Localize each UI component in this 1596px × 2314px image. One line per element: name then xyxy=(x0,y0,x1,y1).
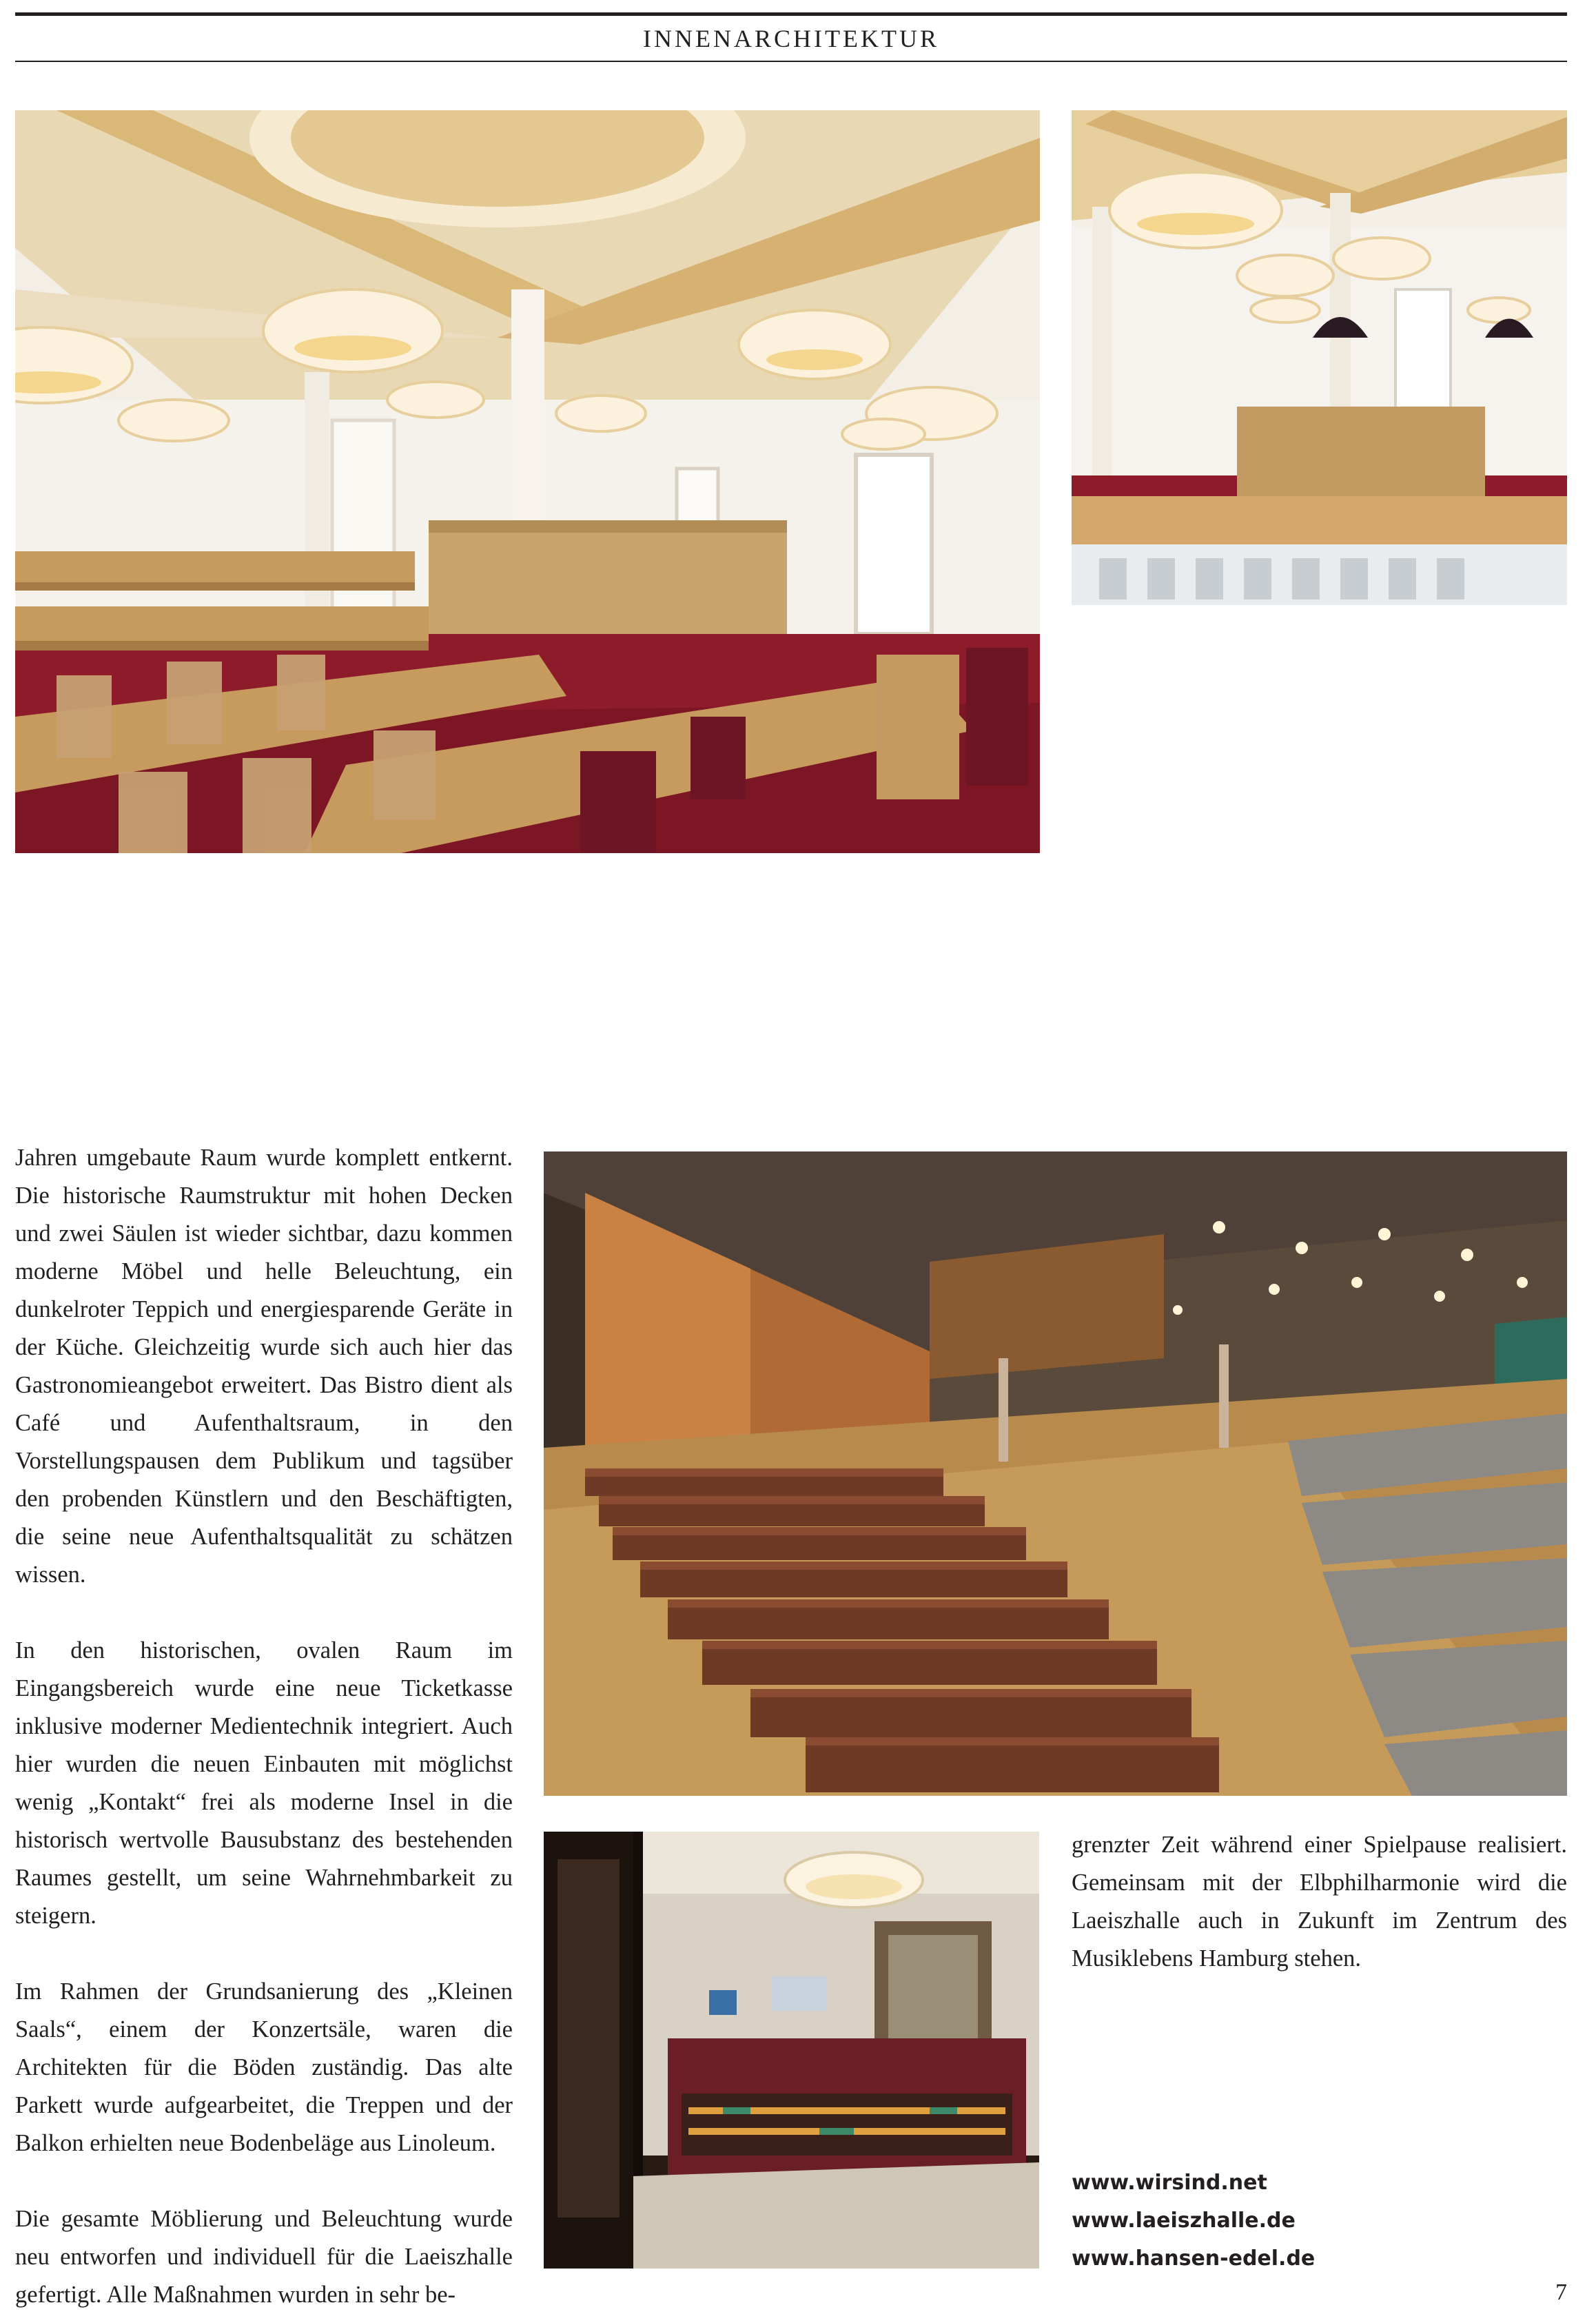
bistro-detail-photo xyxy=(1072,110,1567,605)
article-paragraph: Die gesamte Möblierung und Beleuchtung wurde neu entworfen und individuell für die Laeiszhalle gefertigt. Alle Maßnahmen wurden in sehr be- xyxy=(15,2206,513,2308)
link-wirsind[interactable]: www.wirsind.net xyxy=(1072,2171,1267,2195)
article-paragraph: In den historischen, ovalen Raum im Eingangsbereich wurde eine neue Ticketkasse inklusive moderner Medientechnik integriert. Auch hier wurden die neuen Einbauten mit möglichst wenig „Kontakt“ frei als moderne Insel in die historisch wertvolle Bausubstanz des bestehenden Raumes gestellt, um seine Wahrnehmbarkeit zu steigern. xyxy=(15,1637,513,1929)
article-column-left xyxy=(15,1139,513,2314)
link-list xyxy=(1072,2164,1567,2277)
article-column-right xyxy=(1072,1826,1567,1978)
link-laeiszhalle[interactable]: www.laeiszhalle.de xyxy=(1072,2209,1296,2233)
concert-hall-photo xyxy=(544,1151,1567,1796)
bistro-photo xyxy=(15,110,1040,853)
link-hansen-edel[interactable]: www.hansen-edel.de xyxy=(1072,2246,1316,2271)
page-number: 7 xyxy=(1555,2280,1567,2305)
header-rule-bottom xyxy=(15,61,1567,62)
article-paragraph: Im Rahmen der Grundsanierung des „Kleinen Saals“, einem der Konzertsäle, waren die Architekten für die Böden zuständig. Das alte Parkett wurde aufgearbeitet, die Treppen und der Balkon erhielten neue Bodenbeläge aus Linoleum. xyxy=(15,1978,513,2156)
article-paragraph: grenzter Zeit während einer Spielpause realisiert. Gemeinsam mit der Elbphilharmonie wird die Laeiszhalle auch in Zukunft im Zentrum des Musiklebens Hamburg stehen. xyxy=(1072,1832,1567,1972)
ticket-office-photo xyxy=(544,1832,1039,2269)
section-title: INNENARCHITEKTUR xyxy=(643,25,939,52)
article-paragraph: Jahren umgebaute Raum wurde komplett entkernt. Die historische Raumstruktur mit hohen Decken und zwei Säulen ist wieder sichtbar, dazu kommen moderne Möbel und helle Beleuchtung, ein dunkelroter Teppich und energiesparende Geräte in der Küche. Gleichzeitig wurde sich auch hier das Gastronomieangebot erweitert. Das Bistro dient als Café und Aufenthaltsraum, in den Vorstellungspausen dem Publikum und tagsüber den probenden Künstlern und den Beschäftigten, die seine neue Aufenthaltsqualität zu schätzen wissen. xyxy=(15,1145,513,1588)
header-rule-top xyxy=(15,12,1567,16)
